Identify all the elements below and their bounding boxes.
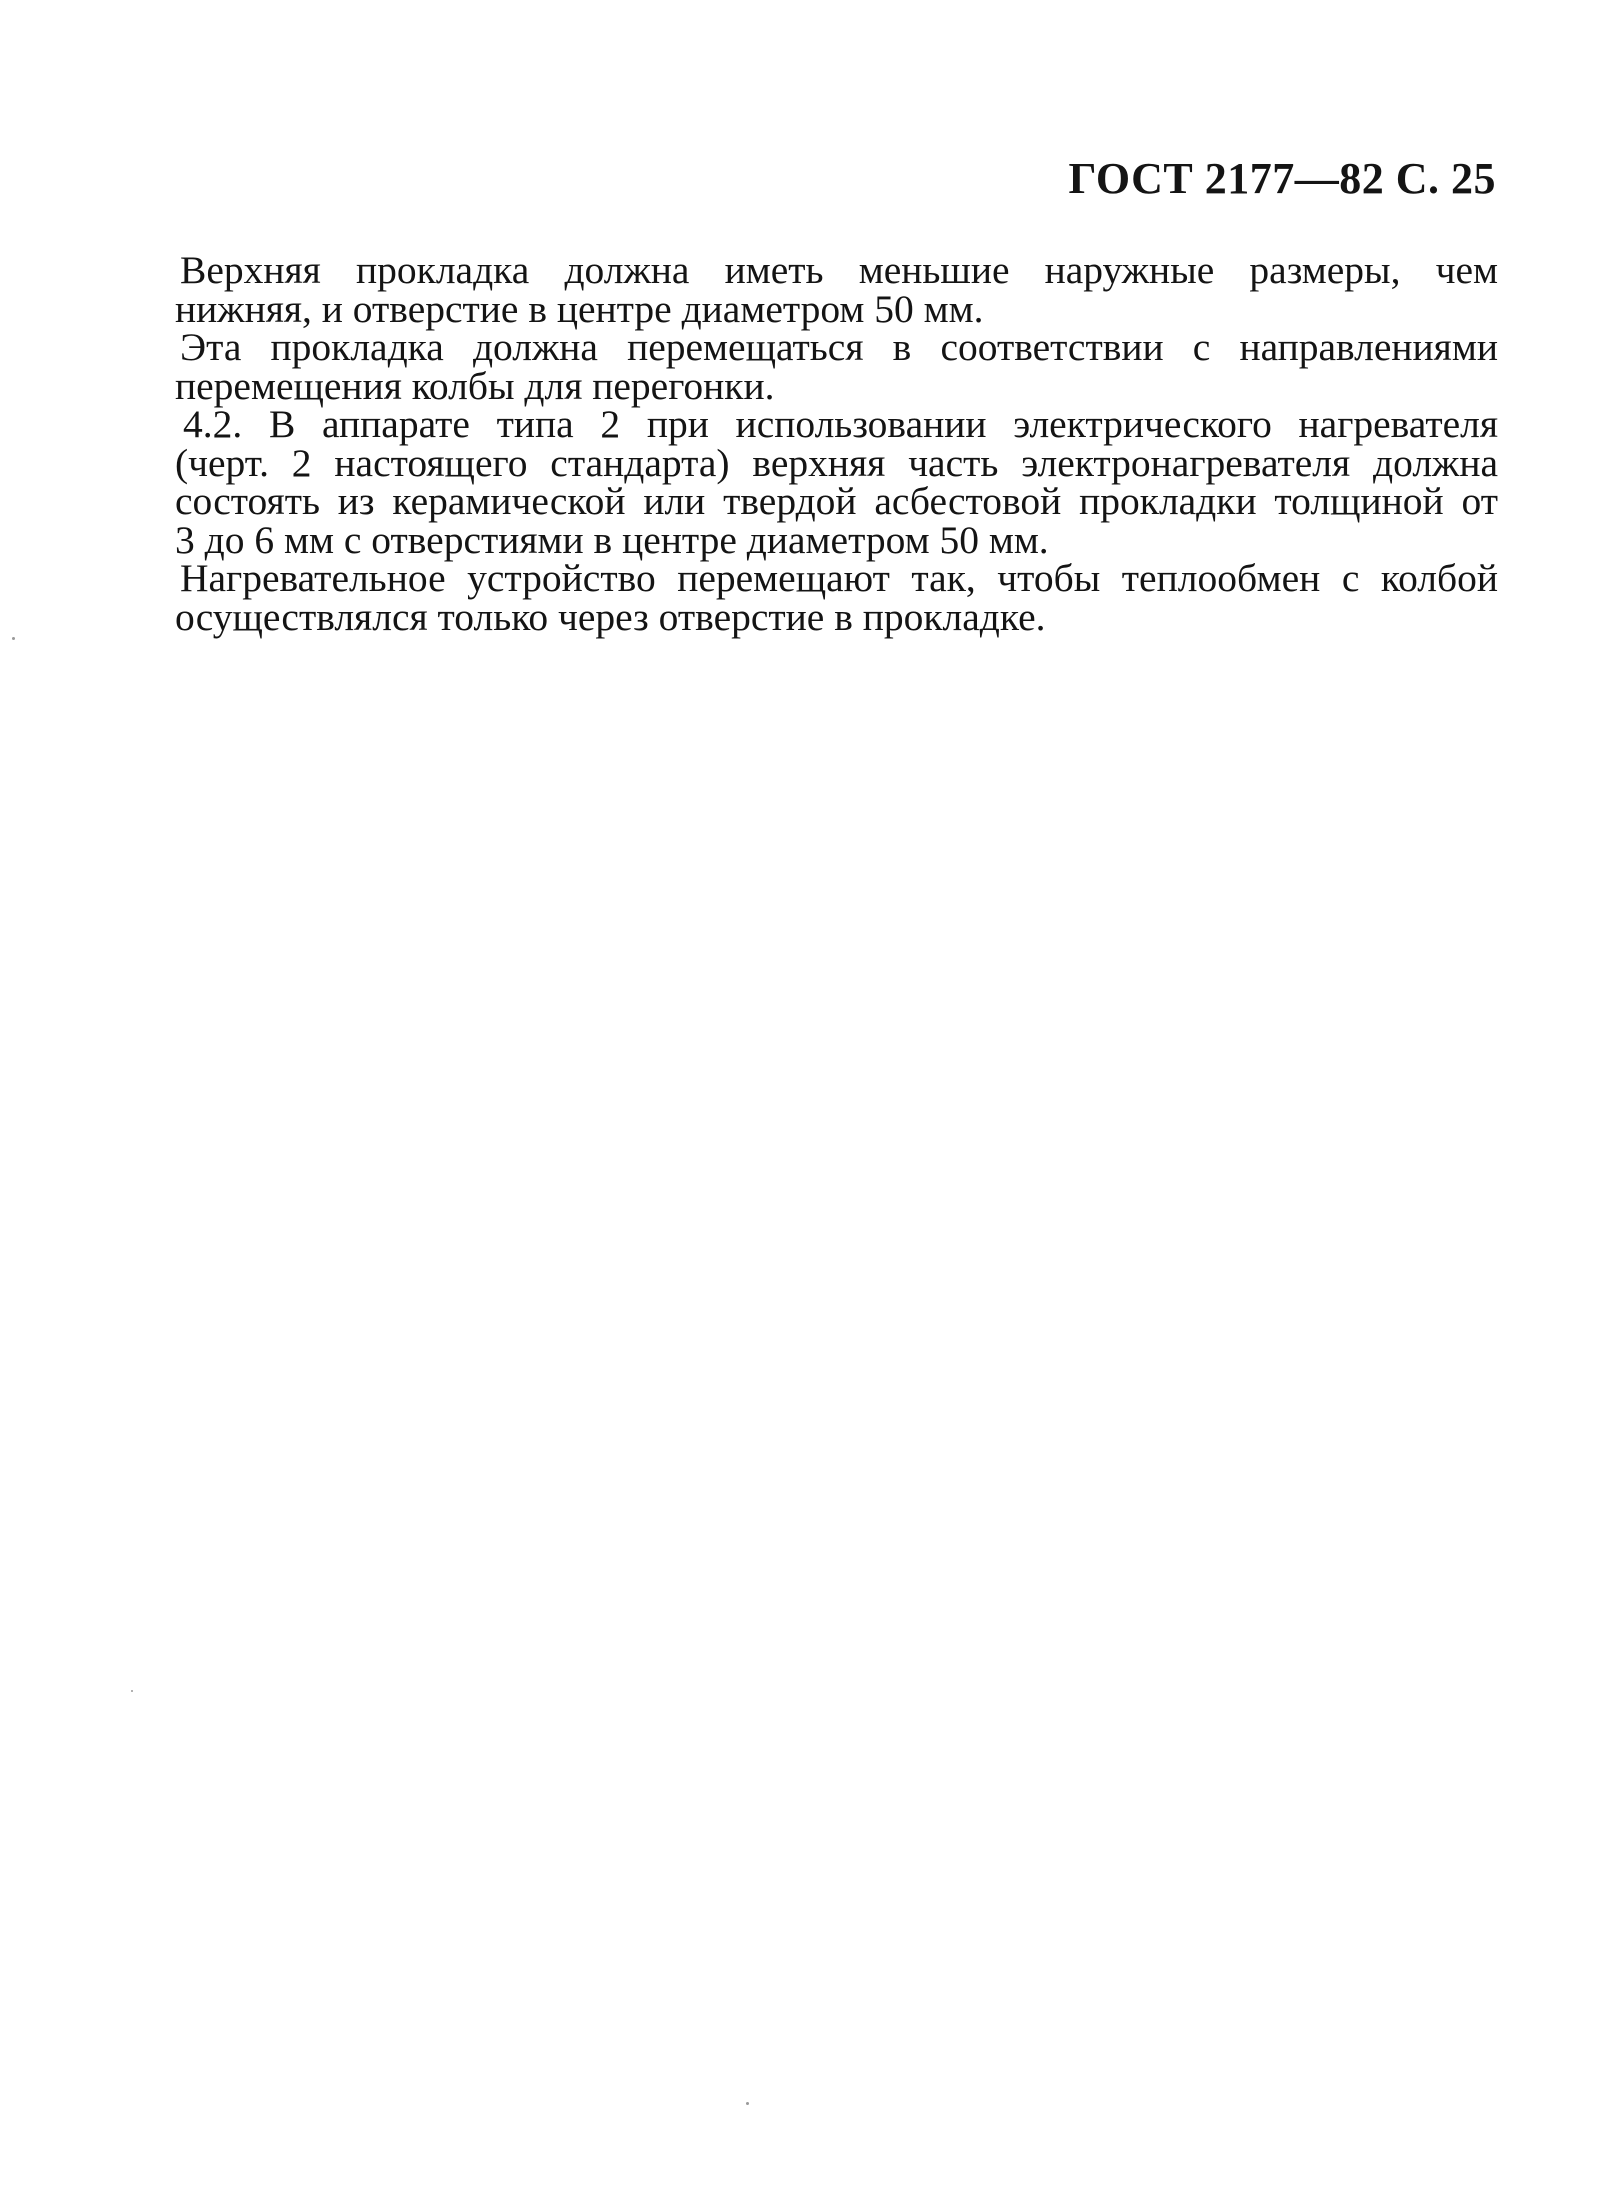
paragraph-4-line-1: Нагревательное устройство перемещают так, чтобы теплообмен с колбой bbox=[180, 556, 1498, 600]
paragraph-3 bbox=[175, 402, 1498, 562]
paragraph-3-line-2: (черт. 2 настоящего стандарта) верхняя часть электронагревателя должна bbox=[175, 440, 1498, 485]
paragraph-4-line-2: осуществлялся только через отверстие в прокладке. bbox=[175, 594, 1046, 639]
running-header: ГОСТ 2177—82 С. 25 bbox=[1068, 154, 1496, 203]
scan-speck bbox=[746, 2102, 749, 2105]
paragraph-3-line-3: состоять из керамической или твердой асбестовой прокладки толщиной от bbox=[175, 479, 1498, 523]
paragraph-1-line-1: Верхняя прокладка должна иметь меньшие наружные размеры, чем bbox=[180, 248, 1498, 292]
paragraph-3-line-1: 4.2. В аппарате типа 2 при использовании электрического нагревателя bbox=[183, 402, 1498, 446]
paragraph-2 bbox=[175, 325, 1498, 408]
document-body bbox=[175, 248, 1498, 639]
paragraph-3-line-4: 3 до 6 мм с отверстиями в центре диаметром 50 мм. bbox=[175, 517, 1049, 562]
paragraph-2-line-1: Эта прокладка должна перемещаться в соответствии с направлениями bbox=[180, 325, 1498, 369]
scan-speck bbox=[131, 1690, 133, 1692]
paragraph-4 bbox=[175, 556, 1498, 639]
paragraph-1-line-2: нижняя, и отверстие в центре диаметром 50 мм. bbox=[175, 286, 984, 331]
paragraph-1 bbox=[175, 248, 1498, 331]
scan-speck bbox=[12, 637, 15, 640]
paragraph-2-line-2: перемещения колбы для перегонки. bbox=[175, 363, 775, 408]
